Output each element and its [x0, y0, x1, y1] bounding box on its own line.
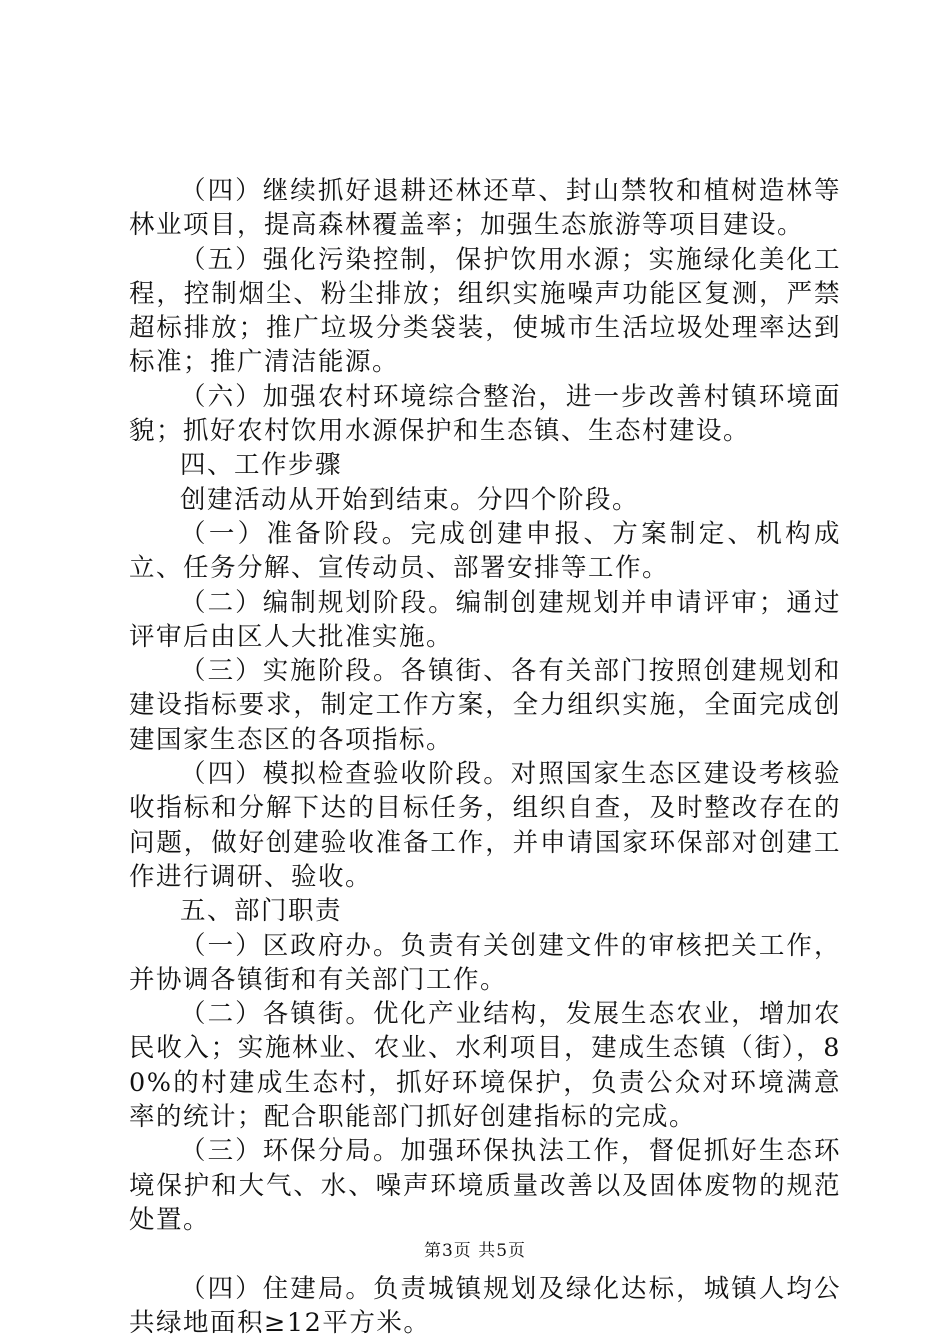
page-footer: 第3页 共5页 [423, 1241, 527, 1261]
paragraph-stage-preparation: （一）准备阶段。完成创建申报、方案制定、机构成立、任务分解、宣传动员、部署安排等工作。 [129, 518, 841, 584]
paragraph-stages-intro: 创建活动从开始到结束。分四个阶段。 [180, 484, 640, 515]
paragraph-duty-environmental-bureau: （三）环保分局。加强环保执法工作，督促抓好生态环境保护和大气、水、噪声环境质量改善以及固体废物的规范处置。 [129, 1136, 841, 1235]
paragraph-item-4-forestry: （四）继续抓好退耕还林还草、封山禁牧和植树造林等林业项目，提高森林覆盖率；加强生态旅游等项目建设。 [129, 176, 841, 241]
paragraph-item-6-rural-environment: （六）加强农村环境综合整治，进一步改善村镇环境面貌；抓好农村饮用水源保护和生态镇、生态村建设。 [129, 381, 841, 447]
section-heading-department-duties: 五、部门职责 [180, 896, 343, 927]
document-body [129, 174, 841, 1340]
paragraph-duty-housing-bureau: （四）住建局。负责城镇规划及绿化达标，城镇人均公共绿地面积≥12平方米。 [129, 1273, 841, 1338]
paragraph-duty-towns-streets: （二）各镇街。优化产业结构，发展生态农业，增加农民收入；实施林业、农业、水利项目，建成生态镇（街），80%的村建成生态村，抓好环境保护，负责公众对环境满意率的统计；配合职能部门抓好创建指标的完成。 [129, 999, 841, 1133]
paragraph-duty-district-office: （一）区政府办。负责有关创建文件的审核把关工作，并协调各镇街和有关部门工作。 [129, 930, 841, 995]
paragraph-stage-planning: （二）编制规划阶段。编制创建规划并申请评审；通过评审后由区人大批准实施。 [129, 587, 841, 652]
paragraph-stage-implementation: （三）实施阶段。各镇街、各有关部门按照创建规划和建设指标要求，制定工作方案，全力组织实施，全面完成创建国家生态区的各项指标。 [129, 656, 841, 755]
paragraph-item-5-pollution-control: （五）强化污染控制，保护饮用水源；实施绿化美化工程，控制烟尘、粉尘排放；组织实施噪声功能区复测，严禁超标排放；推广垃圾分类袋装，使城市生活垃圾处理率达到标准；推广清洁能源。 [129, 244, 841, 378]
paragraph-stage-inspection: （四）模拟检查验收阶段。对照国家生态区建设考核验收指标和分解下达的目标任务，组织自查，及时整改存在的问题，做好创建验收准备工作，并申请国家环保部对创建工作进行调研、验收。 [129, 759, 841, 892]
section-heading-work-steps: 四、工作步骤 [180, 450, 343, 481]
